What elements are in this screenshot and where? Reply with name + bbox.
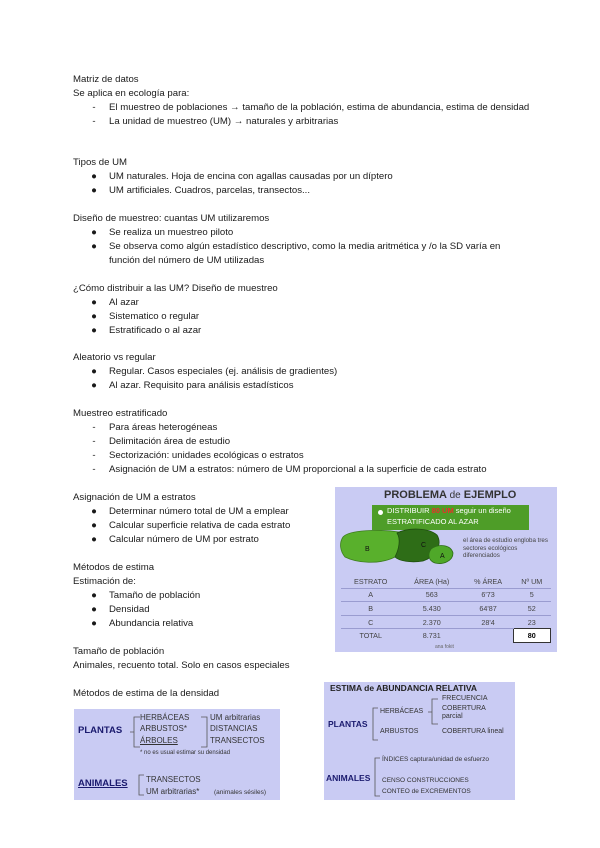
list-item: ● Determinar número total de UM a emplear bbox=[73, 505, 333, 519]
dot-bullet: ● bbox=[91, 590, 97, 601]
plant-item: HERBÁCEAS bbox=[140, 713, 190, 722]
list-item: ● Abundancia relativa bbox=[73, 617, 323, 631]
table-row: A 563 6'73 5 bbox=[341, 588, 551, 602]
herb-method: FRECUENCIA bbox=[442, 695, 488, 702]
animales-label: ANIMALES bbox=[78, 778, 128, 789]
slide-note: el área de estudio engloba tres sectores ecológicos diferenciados bbox=[463, 537, 548, 559]
plant-item: ARBUSTOS bbox=[380, 728, 419, 735]
table-row: C 2.370 28'4 23 bbox=[341, 615, 551, 629]
dash-bullet: - bbox=[92, 102, 96, 113]
dash-list bbox=[73, 421, 553, 477]
dot-bullet: ● bbox=[91, 604, 97, 615]
dash-bullet: - bbox=[92, 116, 96, 127]
list-item: - El muestreo de poblaciones → tamaño de la población, estima de abundancia, estima de densidad bbox=[73, 101, 533, 115]
list-item: ● Al azar bbox=[73, 296, 533, 310]
section-title: Métodos de estima bbox=[73, 562, 155, 573]
plant-item: ARBUSTOS* bbox=[140, 724, 187, 733]
list-item: ● Al azar. Requisito para análisis estadísticos bbox=[73, 379, 533, 393]
section-metodos bbox=[73, 561, 323, 631]
dot-bullet: ● bbox=[91, 366, 97, 377]
section-diseno bbox=[73, 212, 533, 268]
bullet-list bbox=[73, 296, 533, 338]
bullet-list bbox=[73, 226, 533, 268]
plant-method: UM arbitrarias bbox=[210, 713, 261, 722]
bullet-list bbox=[73, 365, 533, 393]
bullet-list bbox=[73, 589, 323, 631]
dot-bullet: ● bbox=[91, 185, 97, 196]
list-item: ● Calcular superficie relativa de cada estrato bbox=[73, 519, 333, 533]
slide-abundancia bbox=[324, 682, 515, 800]
dot-bullet: ● bbox=[91, 380, 97, 391]
section-title: Muestreo estratificado bbox=[73, 408, 168, 419]
table-row: B 5.430 64'87 52 bbox=[341, 602, 551, 616]
section-intro: Se aplica en ecología para: bbox=[73, 88, 190, 99]
animales-bracket bbox=[372, 756, 382, 798]
dot-bullet: ● bbox=[91, 241, 97, 252]
section-title: Diseño de muestreo: cuantas UM utilizaremos bbox=[73, 213, 270, 224]
animal-note: (animales sésiles) bbox=[214, 789, 267, 796]
plant-item: HERBÁCEAS bbox=[380, 708, 424, 715]
dot-bullet: ● bbox=[91, 297, 97, 308]
dash-list bbox=[73, 101, 533, 129]
slide-title: ESTIMA de ABUNDANCIA RELATIVA bbox=[330, 683, 478, 693]
arb-method: COBERTURA lineal bbox=[442, 728, 504, 735]
dash-bullet: - bbox=[92, 436, 96, 447]
section-densidad bbox=[73, 687, 313, 701]
dot-bullet: ● bbox=[91, 171, 97, 182]
list-item: ● UM naturales. Hoja de encina con agallas causadas por un díptero bbox=[73, 170, 533, 184]
plant-method: TRANSECTOS bbox=[210, 736, 265, 745]
list-item: ● Se observa como algún estadístico descriptivo, como la media aritmética y /o la SD varía en función del número de UM utilizadas bbox=[73, 240, 533, 268]
list-item: ● UM artificiales. Cuadros, parcelas, transectos... bbox=[73, 184, 533, 198]
slide-problema-ejemplo bbox=[335, 487, 557, 652]
dot-bullet: ● bbox=[91, 506, 97, 517]
bullet-list bbox=[73, 505, 333, 547]
section-tipos bbox=[73, 156, 533, 198]
dash-bullet: - bbox=[92, 450, 96, 461]
list-item: ● Tamaño de población bbox=[73, 589, 323, 603]
section-estratificado bbox=[73, 407, 553, 477]
animal-item: CONTEO de EXCREMENTOS bbox=[382, 788, 471, 795]
list-item: ● Se realiza un muestreo piloto bbox=[73, 226, 533, 240]
plantas-bracket bbox=[370, 706, 380, 742]
animal-item: UM arbitrarias* bbox=[146, 787, 200, 796]
list-item: ● Densidad bbox=[73, 603, 323, 617]
plantas-label: PLANTAS bbox=[78, 725, 123, 736]
section-intro: Estimación de: bbox=[73, 576, 136, 587]
list-item: ● Estratificado o al azar bbox=[73, 324, 533, 338]
animales-bracket bbox=[136, 773, 146, 797]
map-label-b: B bbox=[365, 546, 370, 553]
section-title: Matriz de datos bbox=[73, 74, 139, 85]
map-label-a: A bbox=[440, 553, 445, 560]
section-title: Aleatorio vs regular bbox=[73, 352, 156, 363]
stratum-b-shape bbox=[341, 530, 402, 562]
dot-bullet: ● bbox=[91, 520, 97, 531]
section-title: Asignación de UM a estratos bbox=[73, 492, 196, 503]
animales-label: ANIMALES bbox=[326, 773, 371, 783]
animal-item: TRANSECTOS bbox=[146, 775, 201, 784]
list-item: - Sectorización: unidades ecológicas o estratos bbox=[73, 449, 553, 463]
list-item: - Asignación de UM a estratos: número de UM proporcional a la superficie de cada estrato bbox=[73, 463, 553, 477]
plant-item: ÁRBOLES bbox=[140, 736, 178, 745]
slide-footer: ana fokit bbox=[435, 644, 454, 650]
list-item: ● Sistematico o regular bbox=[73, 310, 533, 324]
dot-bullet: ● bbox=[91, 618, 97, 629]
section-asignacion bbox=[73, 491, 333, 547]
list-item: ● Calcular número de UM por estrato bbox=[73, 533, 333, 547]
table-total-row: TOTAL 8.731 80 bbox=[341, 629, 551, 643]
list-item: - Delimitación área de estudio bbox=[73, 435, 553, 449]
study-area-map bbox=[339, 527, 461, 567]
dot-bullet: ● bbox=[91, 325, 97, 336]
plant-method: DISTANCIAS bbox=[210, 724, 258, 733]
herb-bracket bbox=[428, 696, 440, 726]
list-item: - Para áreas heterogéneas bbox=[73, 421, 553, 435]
dash-bullet: - bbox=[92, 422, 96, 433]
section-title: Métodos de estima de la densidad bbox=[73, 688, 220, 699]
animal-item: ÍNDICES captura/unidad de esfuerzo bbox=[382, 756, 489, 763]
list-item: - La unidad de muestreo (UM) → naturales y arbitrarias bbox=[73, 115, 533, 129]
section-tamano bbox=[73, 645, 333, 673]
map-label-c: C bbox=[421, 542, 427, 549]
plant-note: * no es usual estimar su densidad bbox=[140, 750, 231, 756]
bullet-icon bbox=[378, 510, 383, 515]
instruction-line: DISTRIBUIR 80 UM seguir un diseño bbox=[387, 506, 511, 515]
strata-table bbox=[341, 575, 551, 643]
herb-method: COBERTURA parcial bbox=[442, 705, 486, 720]
table-header-row: ESTRATO ÁREA (Ha) % ÁREA Nº UM bbox=[354, 576, 543, 586]
section-aleatorio bbox=[73, 351, 533, 393]
section-text: Animales, recuento total. Solo en casos especiales bbox=[73, 660, 290, 671]
section-title: ¿Cómo distribuir a las UM? Diseño de muestreo bbox=[73, 283, 278, 294]
animal-item: CENSO CONSTRUCCIONES bbox=[382, 777, 469, 784]
instruction-line-2: ESTRATIFICADO AL AZAR bbox=[387, 517, 479, 526]
total-um-cell: 80 bbox=[513, 629, 551, 643]
section-matriz bbox=[73, 73, 533, 129]
section-title: Tipos de UM bbox=[73, 157, 128, 168]
bullet-list bbox=[73, 170, 533, 198]
dot-bullet: ● bbox=[91, 311, 97, 322]
dot-bullet: ● bbox=[91, 534, 97, 545]
list-item: ● Regular. Casos especiales (ej. análisis de gradientes) bbox=[73, 365, 533, 379]
section-distribuir bbox=[73, 282, 533, 338]
section-title: Tamaño de población bbox=[73, 646, 165, 657]
dash-bullet: - bbox=[92, 464, 96, 475]
slide-title: PROBLEMA de EJEMPLO bbox=[384, 489, 517, 501]
dot-bullet: ● bbox=[91, 227, 97, 238]
plantas-label: PLANTAS bbox=[328, 719, 368, 729]
slide-densidad bbox=[74, 709, 280, 800]
